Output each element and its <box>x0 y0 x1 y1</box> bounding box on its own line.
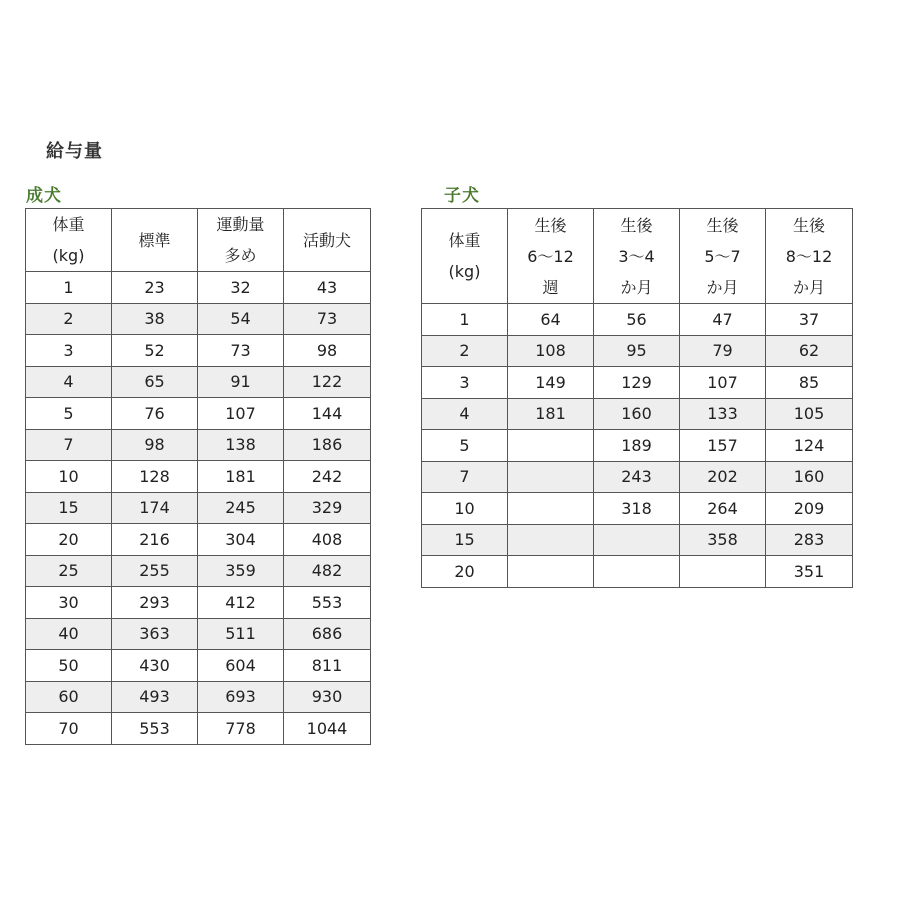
column-header-line: 体重 <box>448 231 481 250</box>
amount-cell: 160 <box>766 461 853 493</box>
weight-cell: 4 <box>422 398 508 430</box>
amount-cell: 202 <box>680 461 766 493</box>
amount-cell: 38 <box>112 303 198 335</box>
amount-cell: 216 <box>112 524 198 556</box>
amount-cell: 189 <box>594 430 680 462</box>
amount-cell: 54 <box>198 303 284 335</box>
amount-cell: 133 <box>680 398 766 430</box>
column-header-line: 生後 <box>534 215 567 235</box>
amount-cell <box>508 430 594 462</box>
table-row <box>422 556 853 588</box>
amount-cell: 811 <box>284 650 371 682</box>
amount-cell: 358 <box>680 524 766 556</box>
amount-cell <box>508 493 594 525</box>
amount-cell <box>594 556 680 588</box>
table-row <box>422 430 853 462</box>
amount-cell: 65 <box>112 366 198 398</box>
amount-cell: 56 <box>594 304 680 336</box>
amount-cell: 91 <box>198 366 284 398</box>
adult-feeding-table <box>25 208 371 745</box>
amount-cell: 351 <box>766 556 853 588</box>
weight-cell: 1 <box>26 272 112 304</box>
weight-cell: 5 <box>26 398 112 430</box>
table-row <box>26 429 371 461</box>
weight-cell: 3 <box>26 335 112 367</box>
amount-cell: 160 <box>594 398 680 430</box>
amount-cell: 930 <box>284 681 371 713</box>
amount-cell: 174 <box>112 492 198 524</box>
column-header-line: 生後 <box>620 215 653 235</box>
amount-cell: 98 <box>284 335 371 367</box>
amount-cell: 511 <box>198 618 284 650</box>
amount-cell: 64 <box>508 304 594 336</box>
amount-cell: 686 <box>284 618 371 650</box>
amount-cell: 73 <box>284 303 371 335</box>
amount-cell: 363 <box>112 618 198 650</box>
column-header-line: か月 <box>620 277 653 297</box>
table-row <box>26 587 371 619</box>
amount-cell: 304 <box>198 524 284 556</box>
weight-cell: 4 <box>26 366 112 398</box>
table-row <box>26 681 371 713</box>
amount-cell: 181 <box>508 398 594 430</box>
column-header-line: 8～12 <box>785 246 833 266</box>
amount-cell: 1044 <box>284 713 371 745</box>
weight-cell: 7 <box>26 429 112 461</box>
table-row <box>26 398 371 430</box>
amount-cell: 264 <box>680 493 766 525</box>
amount-cell: 245 <box>198 492 284 524</box>
column-header-line: 活動犬 <box>302 230 351 250</box>
table-row <box>26 555 371 587</box>
amount-cell: 181 <box>198 461 284 493</box>
amount-cell: 128 <box>112 461 198 493</box>
amount-cell: 98 <box>112 429 198 461</box>
amount-cell: 329 <box>284 492 371 524</box>
table-row <box>26 366 371 398</box>
weight-cell: 5 <box>422 430 508 462</box>
column-header <box>198 209 284 272</box>
amount-cell: 108 <box>508 335 594 367</box>
column-header-line: 標準 <box>138 230 171 250</box>
table-row <box>26 303 371 335</box>
table-row <box>26 650 371 682</box>
weight-cell: 10 <box>422 493 508 525</box>
amount-cell: 157 <box>680 430 766 462</box>
amount-cell: 107 <box>198 398 284 430</box>
amount-cell: 693 <box>198 681 284 713</box>
column-header-line: 生後 <box>792 215 825 235</box>
amount-cell: 32 <box>198 272 284 304</box>
amount-cell: 62 <box>766 335 853 367</box>
page-title: 給与量 <box>46 141 103 162</box>
amount-cell: 52 <box>112 335 198 367</box>
weight-cell: 2 <box>26 303 112 335</box>
amount-cell: 553 <box>112 713 198 745</box>
puppy-table-body <box>422 304 853 588</box>
weight-cell: 10 <box>26 461 112 493</box>
column-header-line: 運動量 <box>216 215 265 234</box>
amount-cell: 209 <box>766 493 853 525</box>
amount-cell <box>508 524 594 556</box>
amount-cell: 95 <box>594 335 680 367</box>
weight-cell: 15 <box>26 492 112 524</box>
column-header <box>766 209 853 304</box>
amount-cell: 79 <box>680 335 766 367</box>
column-header-line: 多め <box>224 246 257 265</box>
amount-cell: 482 <box>284 555 371 587</box>
table-row <box>26 492 371 524</box>
amount-cell: 76 <box>112 398 198 430</box>
amount-cell: 107 <box>680 367 766 399</box>
column-header <box>284 209 371 272</box>
table-row <box>26 335 371 367</box>
amount-cell: 293 <box>112 587 198 619</box>
amount-cell: 105 <box>766 398 853 430</box>
table-row <box>26 524 371 556</box>
weight-cell: 3 <box>422 367 508 399</box>
adult-dog-heading: 成犬 <box>26 186 62 206</box>
weight-cell: 2 <box>422 335 508 367</box>
adult-header-row <box>26 209 371 272</box>
puppy-feeding-table <box>421 208 853 588</box>
column-header-line: か月 <box>706 277 739 297</box>
column-header <box>508 209 594 304</box>
table-row <box>422 493 853 525</box>
amount-cell: 359 <box>198 555 284 587</box>
amount-cell: 553 <box>284 587 371 619</box>
table-row <box>422 461 853 493</box>
weight-cell: 20 <box>422 556 508 588</box>
amount-cell: 144 <box>284 398 371 430</box>
amount-cell: 243 <box>594 461 680 493</box>
amount-cell: 430 <box>112 650 198 682</box>
table-row <box>422 304 853 336</box>
amount-cell <box>508 461 594 493</box>
column-header <box>422 209 508 304</box>
column-header-line: (kg) <box>448 262 481 281</box>
column-header <box>594 209 680 304</box>
amount-cell <box>508 556 594 588</box>
amount-cell: 604 <box>198 650 284 682</box>
column-header-line: (kg) <box>52 246 85 265</box>
column-header <box>680 209 766 304</box>
amount-cell: 186 <box>284 429 371 461</box>
weight-cell: 30 <box>26 587 112 619</box>
weight-cell: 7 <box>422 461 508 493</box>
weight-cell: 50 <box>26 650 112 682</box>
column-header <box>26 209 112 272</box>
column-header-line: 体重 <box>52 215 85 234</box>
amount-cell: 138 <box>198 429 284 461</box>
table-row <box>26 713 371 745</box>
table-row <box>26 461 371 493</box>
column-header-line: 週 <box>542 277 559 297</box>
amount-cell: 129 <box>594 367 680 399</box>
column-header-line: 生後 <box>706 215 739 235</box>
weight-cell: 20 <box>26 524 112 556</box>
amount-cell: 37 <box>766 304 853 336</box>
puppy-header-row <box>422 209 853 304</box>
amount-cell <box>680 556 766 588</box>
amount-cell: 778 <box>198 713 284 745</box>
column-header-line: 5～7 <box>704 246 741 266</box>
table-row <box>26 618 371 650</box>
weight-cell: 15 <box>422 524 508 556</box>
amount-cell: 23 <box>112 272 198 304</box>
column-header <box>112 209 198 272</box>
amount-cell: 73 <box>198 335 284 367</box>
amount-cell: 242 <box>284 461 371 493</box>
table-row <box>422 335 853 367</box>
column-header-line: 3～4 <box>618 246 655 266</box>
table-row <box>26 272 371 304</box>
amount-cell: 493 <box>112 681 198 713</box>
table-row <box>422 524 853 556</box>
amount-cell: 124 <box>766 430 853 462</box>
amount-cell: 43 <box>284 272 371 304</box>
amount-cell <box>594 524 680 556</box>
weight-cell: 40 <box>26 618 112 650</box>
column-header-line: か月 <box>792 277 825 297</box>
weight-cell: 70 <box>26 713 112 745</box>
weight-cell: 60 <box>26 681 112 713</box>
amount-cell: 122 <box>284 366 371 398</box>
puppy-heading: 子犬 <box>444 186 480 206</box>
weight-cell: 1 <box>422 304 508 336</box>
adult-table-body <box>26 272 371 745</box>
amount-cell: 149 <box>508 367 594 399</box>
column-header-line: 6～12 <box>527 246 574 266</box>
amount-cell: 412 <box>198 587 284 619</box>
amount-cell: 255 <box>112 555 198 587</box>
amount-cell: 408 <box>284 524 371 556</box>
weight-cell: 25 <box>26 555 112 587</box>
amount-cell: 85 <box>766 367 853 399</box>
amount-cell: 318 <box>594 493 680 525</box>
table-row <box>422 398 853 430</box>
table-row <box>422 367 853 399</box>
amount-cell: 283 <box>766 524 853 556</box>
amount-cell: 47 <box>680 304 766 336</box>
